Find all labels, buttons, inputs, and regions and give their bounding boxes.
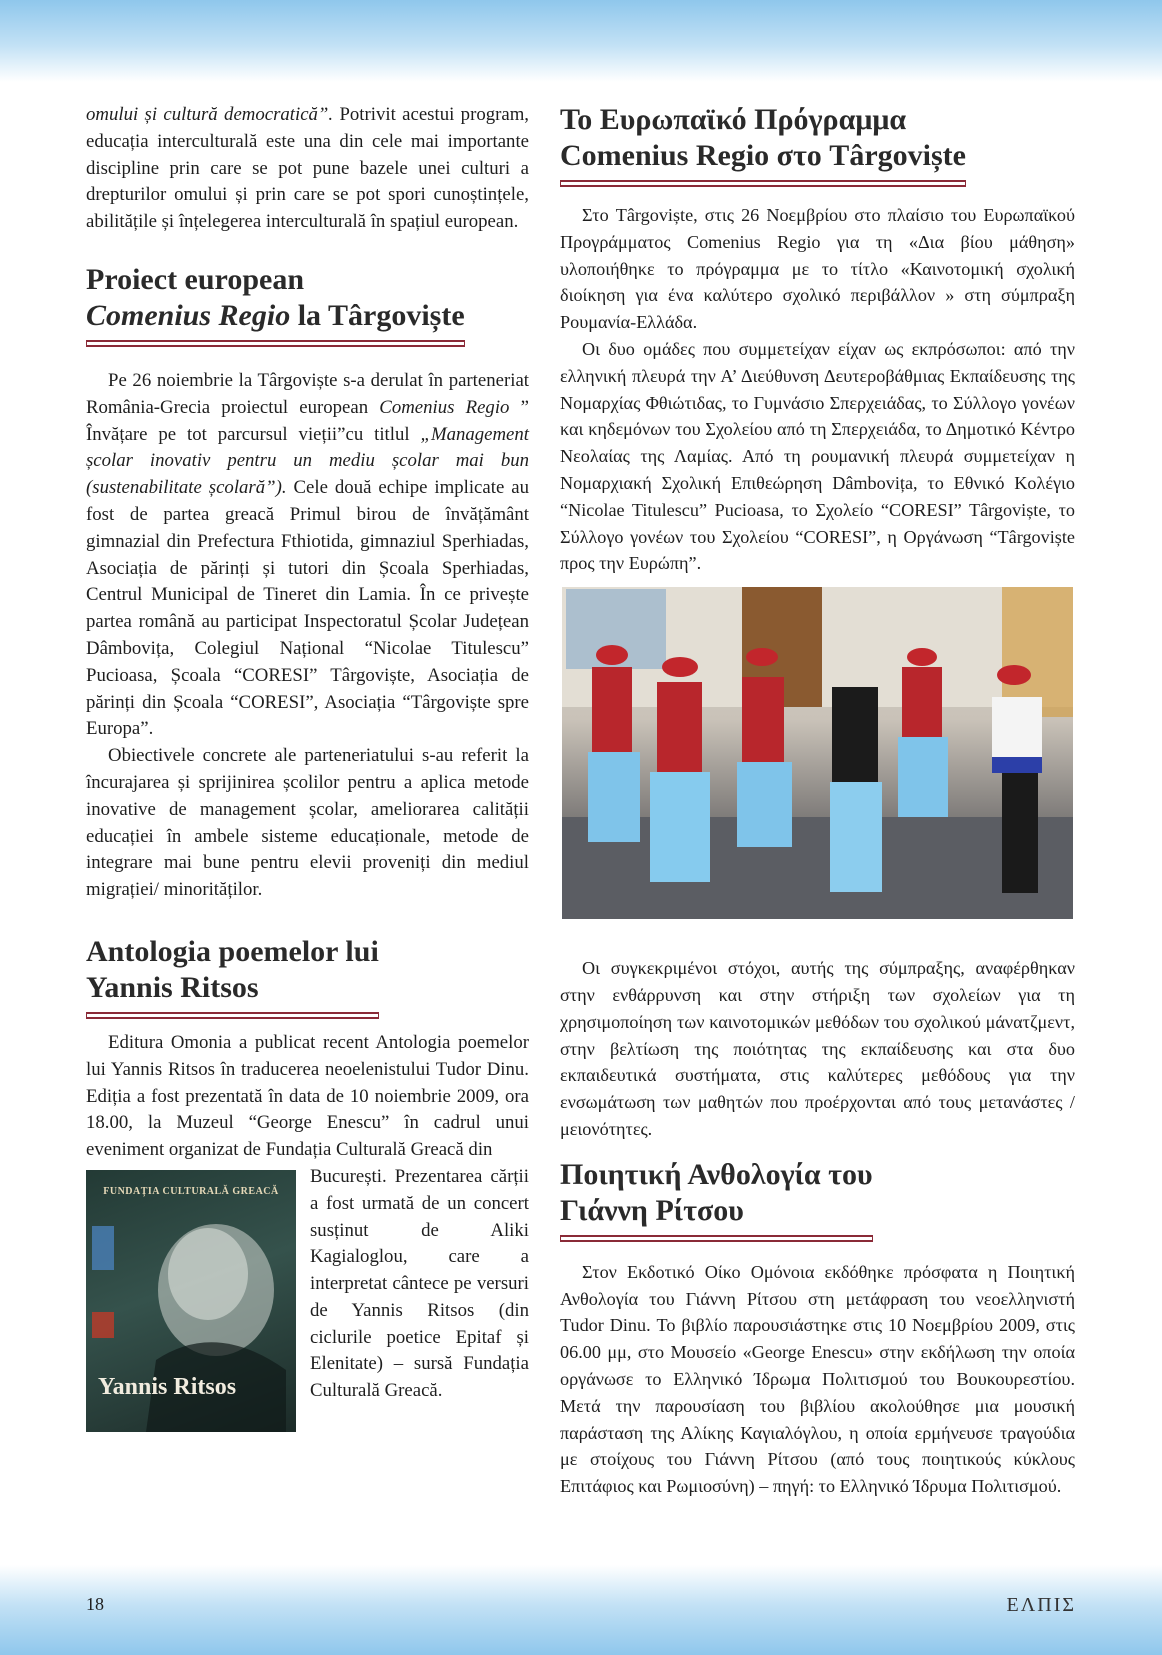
article-paragraph: Οι συγκεκριμένοι στόχοι, αυτής της σύμπραξης, αναφέρθηκαν στην ενθάρρυνση και στην στήριξη των σχολείων για τη χρησιμοποίηση των καινοτομικών μεθόδων του σχολικού μάνατζμεντ, στην βελτίωση της ποιότητας της εκπαίδευσης και στα δυο εκπαιδευτικά συστήματα, στις καλύτερες μεθόδους για την ενσωμάτωση των μαθητών που προέρχονται από τους μετανάστες / μειονότητες.: [560, 958, 1075, 1139]
article-paragraph: Στον Εκδοτικό Οίκο Ομόνοια εκδόθηκε πρόσφατα η Ποιητική Ανθολογία του Γιάννη Ρίτσου στη μετάφραση του νεοελληνιστή Tudor Dinu. Το βιβλίο παρουσιάστηκε στις 10 Νοεμβρίου 2009, στις 06.00 μμ, στο Μουσείο «George Enescu» στην εκδήλωση την οποία οργάνωσε το Ελληνικό Ίδρωμα Πολιτισμού του Βουκουρεστίου. Μετά την παρουσίαση του βιβλίου ακολούθησε μια μουσική παράσταση της Αλίκης Καγιαλόγλου, η οποία ερμήνευσε τραγούδια με στοίχους του Γιάννη Ρίτσου (από τους ποιητικούς κύκλους Επιτάφιος και Ρωμιοσύνη) – πηγή: το Ελληνικό Ίδρυμα Πολιτισμού.: [560, 1261, 1075, 1497]
heading-greek-anthology-wrap: [560, 1157, 1075, 1237]
article-paragraph: Editura Omonia a publicat recent Antologia poemelor lui Yannis Ritsos în traducerea neoelenistului Tudor Dinu. Ediția a fost prezentată în data de 10 noiembrie 2009, ora 18.00, la Muzeul “George Enescu” în cadrul unui eveniment organizat de Fundația Culturală Greacă din: [86, 1031, 529, 1161]
heading-proiect-european: Proiect european Comenius Regio la Târgoviște: [86, 262, 465, 342]
article-paragraph: Στο Târgoviște, στις 26 Νοεμβρίου στο πλαίσιο του Ευρωπαϊκού Προγράμματος Comenius Regio για τη «Δια βίου μάθηση» υλοποιήθηκε το πρόγραμμα με το τίτλο «Καινοτομική σχολική διοίκηση για ένα καλύτερο σχολικό περιβάλλον » στη σύμπραξη Ρουμανία-Ελλάδα.: [560, 205, 1075, 333]
dance-photo-artwork: [562, 587, 1073, 919]
article-paragraph: Οι δυο ομάδες που συμμετείχαν είχαν ως εκπρόσωποι: από την ελληνική πλευρά την Α’ Διεύθυνση Δευτεροβάθμιας Εκπαίδευσης της Νομαρχίας Φθιώτιδας, το Γυμνάσιο Σπερχειάδας, το Σύλλογο γονέων και κηδεμόνων του Σχολείου από τη Σπερχειάδα, το Δημοτικό Κέντρο Νεολαίας της Λαμίας. Από τη ρουμανική πλευρά συμμετείχαν η Νομαρχιακή Σχολική Επιθεώρηση Dâmbovița, το Εθνικό Κολέγιο “Nicolae Titulescu” Pucioasa, το Σχολείο “CORESI” Târgoviște, το Σύλλογο γονέων του Σχολείου “CORESI”, η Οργάνωση “Târgoviște προς την Ευρώπη”.: [560, 338, 1075, 574]
intro-paragraph: omului și cultură democratică”. Potrivit acestui program, educația interculturală este una din cele mai importante discipline prin care se pot pune bazele unei culturi a drepturilor omului și prin care se pot spori cunoștințele, abilitățile și înțelegerea interculturală în spațiul european.: [86, 104, 529, 233]
right-column: [560, 102, 1075, 1500]
bottom-gradient-band: [0, 1565, 1162, 1655]
poster-title: FUNDAȚIA CULTURALĂ GREACĂ: [103, 1185, 279, 1197]
article-paragraph: Pe 26 noiembrie la Târgoviște s-a derulat în parteneriat România-Grecia proiectul european Comenius Regio ” Învățare pe tot parcursul vieții”cu titlul „Management școlar inovativ pentru un mediu școlar mai bun (sustenabilitate școlară”). Cele două echipe implicate au fost de partea greacă Primul birou de învățământ gimnazial din Prefectura Fthiotida, gimnaziul Sperhiadas, Asociația de părinți și tutori din Școala Sperhiadas, Centrul Municipal de Tineret din Lamia. În ce privește partea română au participat Inspectoratul Școlar Județean Dâmbovița, Colegiul Național “Nicolae Titulescu” Pucioasa, Școala “CORESI” Târgoviște, Asociația de părinți din Școala “CORESI”, Asociația “Târgoviște spre Europa”.: [86, 369, 529, 740]
heading-proiect-european-wrap: [86, 262, 529, 342]
heading-greek-program: Το Ευρωπαϊκό Πρόγραμμα Comenius Regio στο Târgoviște: [560, 102, 966, 182]
article-paragraph: Obiectivele concrete ale parteneriatului s-au referit la încurajarea și sprijinirea școlilor pentru a aplica metode inovative de management școlar, ameliorarea calității educației în ambele sisteme educaționale, metode de integrare mai bune pentru elevii proveniți din mediul migrației/ minorităților.: [86, 745, 529, 901]
heading-greek-program-wrap: [560, 102, 1075, 182]
heading-antologia: Antologia poemelor lui Yannis Ritsos: [86, 934, 379, 1014]
left-column: [86, 102, 529, 1436]
poster-and-text: [86, 1164, 529, 1405]
top-gradient-band: [0, 0, 1162, 82]
page-number: 18: [86, 1594, 104, 1614]
article-paragraph: București. Prezentarea cărții a fost urmată de un concert susținut de Aliki Kagialoglou, care a interpretat cântece pe versuri de Yannis Ritsos (din ciclurile poetice Epitaf și Elenitate) – sursă Fundația Culturală Greacă.: [310, 1165, 529, 1402]
heading-greek-anthology: Ποιητική Ανθολογία του Γιάννη Ρίτσου: [560, 1157, 873, 1237]
poster-name: Yannis Ritsos: [98, 1373, 237, 1400]
heading-antologia-wrap: [86, 934, 529, 1014]
book-poster-image: [86, 1170, 296, 1432]
dance-photo: [562, 587, 1073, 919]
magazine-name: ΕΛΠΙΣ: [1006, 1594, 1076, 1616]
